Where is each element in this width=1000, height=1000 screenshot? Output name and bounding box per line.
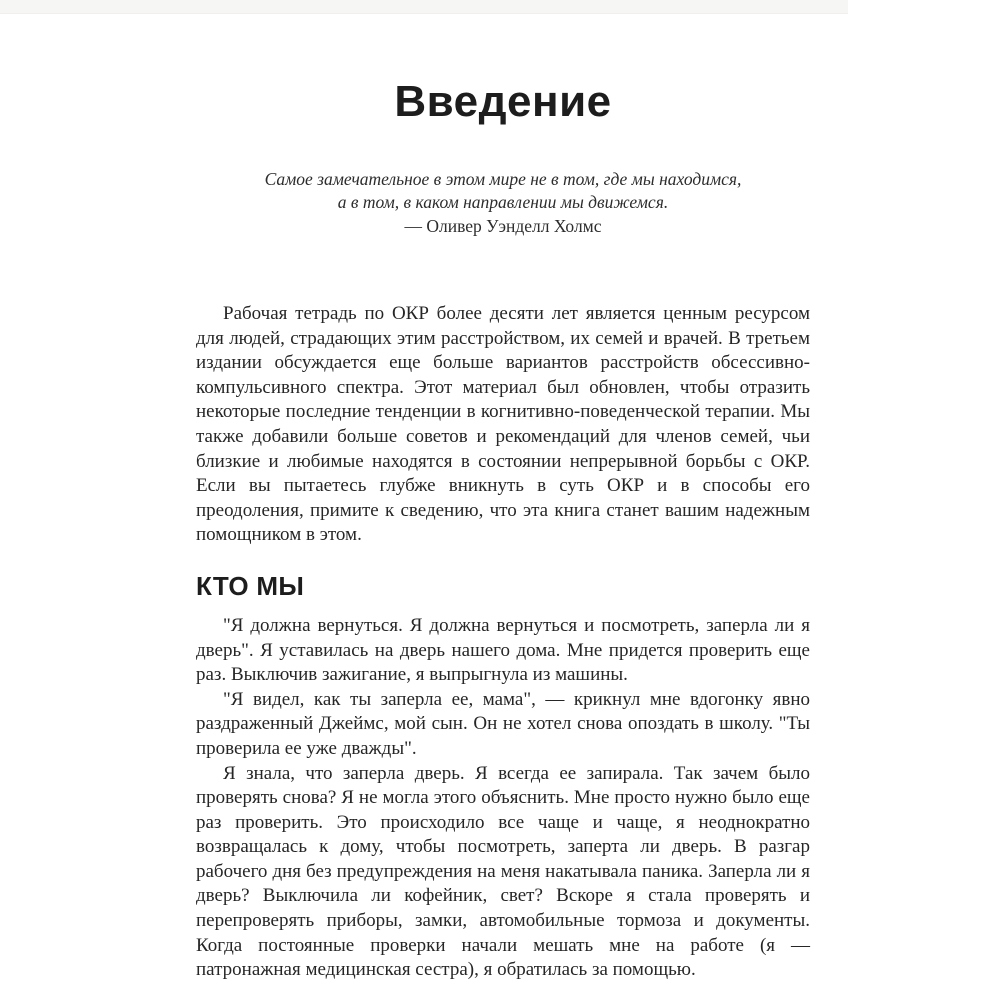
epigraph-attribution: — Оливер Уэнделл Холмс: [404, 216, 602, 236]
section-paragraph: "Я должна вернуться. Я должна вернуться и посмотреть, заперла ли я дверь". Я уставилась на дверь нашего дома. Мне придется проверить еще раз. Выключив зажигание, я выпрыгнула из машины.: [196, 614, 810, 686]
section-paragraph: Я знала, что заперла дверь. Я всегда ее запирала. Так зачем было проверять снова? Я не могла этого объяснить. Мне просто нужно было еще раз проверить. Это происходило все чаще и чаще, я неоднократно возвращалась к дому, чтобы посмотреть, заперта ли дверь. В разгар рабочего дня без предупреждения на меня накатывала паника. Заперла ли я дверь? Выключила ли кофейник, свет? Вскоре я стала проверять и перепроверять приборы, замки, автомобильные тормоза и документы. Когда постоянные проверки начали мешать мне на работе (я — патронажная медицинская сестра), я обратилась за помощью.: [196, 762, 810, 981]
section-heading: КТО МЫ: [196, 570, 305, 601]
page-content: [196, 0, 810, 983]
epigraph-line: а в том, в каком направлении мы движемся.: [337, 192, 669, 212]
chapter-title: Введение: [394, 77, 612, 126]
section-paragraph: "Я видел, как ты заперла ее, мама", — крикнул мне вдогонку явно раздраженный Джеймс, мой сын. Он не хотел снова опоздать в школу. "Ты проверила ее уже дважды".: [196, 688, 810, 759]
epigraph: [196, 168, 810, 238]
intro-paragraph: Рабочая тетрадь по ОКР более десяти лет является ценным ресурсом для людей, страдающих этим расстройством, их семей и врачей. В третьем издании обсуждается еще больше вариантов расстройств обсессивно-компульсивного спектра. Этот материал был обновлен, чтобы отразить некоторые последние тенденции в когнитивно-поведенческой терапии. Мы также добавили больше советов и рекомендаций для членов семей, чьи близкие и любимые находятся в состоянии непрерывной борьбы с ОКР. Если вы пытаетесь глубже вникнуть в суть ОКР и в способы его преодоления, примите к сведению, что эта книга станет вашим надежным помощником в этом.: [196, 303, 810, 546]
epigraph-line: Самое замечательное в этом мире не в том, где мы находимся,: [264, 169, 742, 189]
